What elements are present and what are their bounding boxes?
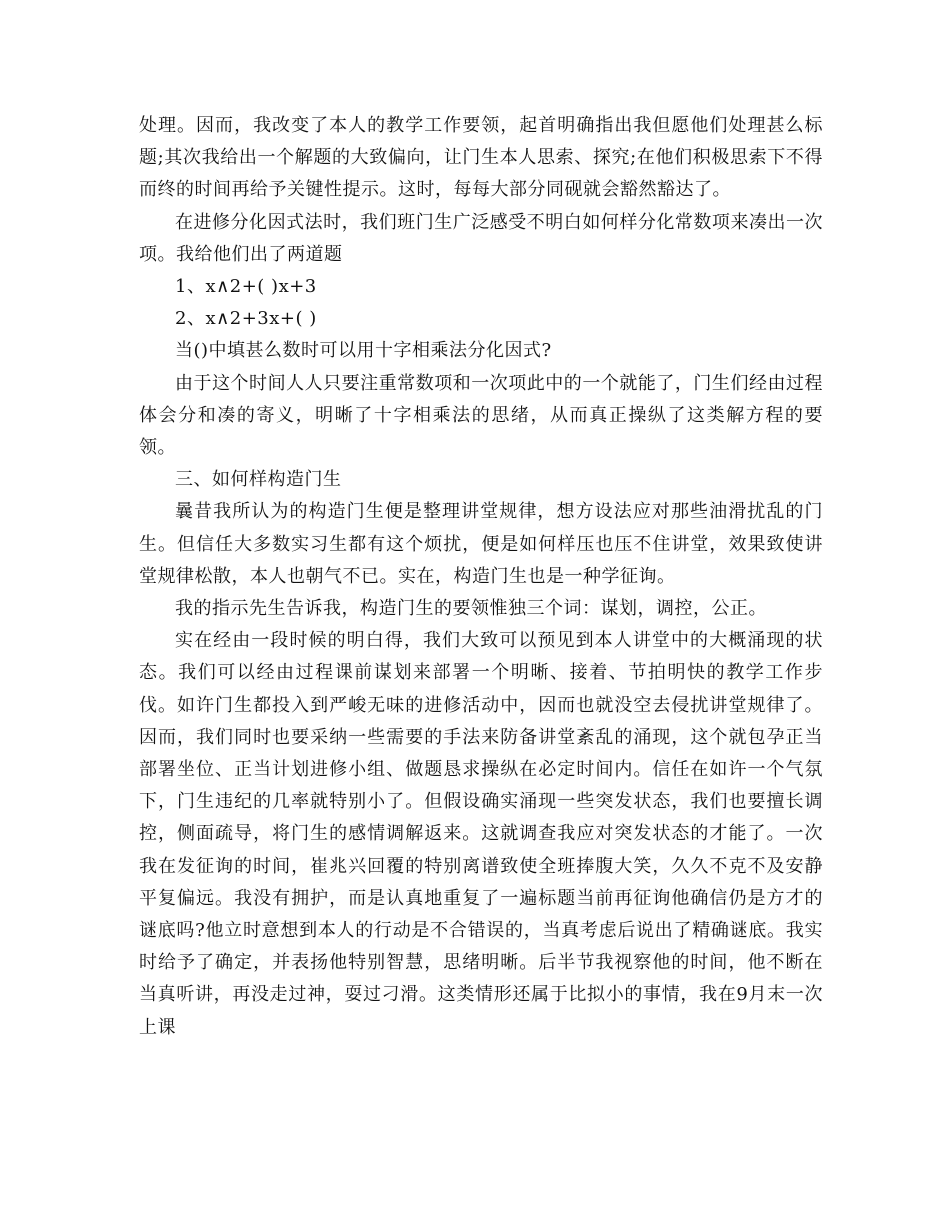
paragraph-exercise-2: 2、x∧2+3x+( )	[175, 308, 317, 330]
paragraph-factoring-intro: 在进修分化因式法时，我们班门生广泛感受不明白如何样分化常数项来凑出一次项。我给他们出了两道题	[139, 211, 823, 265]
paragraph-exercise-question: 当()中填甚么数时可以用十字相乘法分化因式?	[175, 340, 552, 362]
paragraph-continued-teaching-method: 处理。因而，我改变了本人的教学工作要领，起首明确指出我但愿他们处理甚么标题;其次我给出一个解题的大致偏向，让门生本人思索、探究;在他们积极思索下不得而终的时间再给予关键性提示。这时，每每大部分同砚就会豁然豁达了。	[139, 115, 824, 201]
document-body	[139, 110, 823, 1044]
paragraph-factoring-result: 由于这个时间人人只要注重常数项和一次项此中的一个就能了，门生们经由过程体会分和凑的寄义，明晰了十字相乘法的思绪，从而真正操纵了这类解方程的要领。	[139, 372, 823, 459]
paragraph-mentor-advice: 我的指示先生告诉我，构造门生的要领惟独三个词：谋划，调控，公正。	[175, 598, 767, 620]
paragraph-classroom-management: 实在经由一段时候的明白得，我们大致可以预见到本人讲堂中的大概涌现的状态。我们可以经由过程课前谋划来部署一个明晰、接着、节拍明快的教学工作步伐。如许门生都投入到严峻无味的进修活动中，因而也就没空去侵扰讲堂规律了。因而，我们同时也要采纳一些需要的手法来防备讲堂紊乱的涌现，这个就包孕正当部署坐位、正当计划进修小组、做题恳求操纵在必定时间内。信任在如许一个气氛下，门生违纪的几率就特别小了。但假设确实涌现一些突发状态，我们也要擅长调控，侧面疏导，将门生的感情调解返来。这就调查我应对突发状态的才能了。一次我在发征询的时间，崔兆兴回覆的特别离谱致使全班捧腹大笑，久久不克不及安静平复偏远。我没有拥护，而是认真地重复了一遍标题当前再征询他确信仍是方才的谜底吗?他立时意想到本人的行动是不合错误的，当真考虑后说出了精确谜底。我实时给予了确定，并表扬他特别智慧，思绪明晰。后半节我视察他的时间，他不断在当真听讲，再没走过神，耍过刁滑。这类情形还属于比拟小的事情，我在9月末一次上课	[139, 630, 823, 1038]
paragraph-exercise-1: 1、x∧2+( )x+3	[175, 276, 317, 298]
paragraph-classroom-discipline: 曩昔我所认为的构造门生便是整理讲堂规律，想方设法应对那些油滑扰乱的门生。但信任大多数实习生都有这个烦扰，便是如何样压也压不住讲堂，效果致使讲堂规律松散，本人也朝气不已。实在，构造门生也是一种学征询。	[139, 501, 823, 587]
section-heading-organize-students: 三、如何样构造门生	[175, 469, 342, 491]
